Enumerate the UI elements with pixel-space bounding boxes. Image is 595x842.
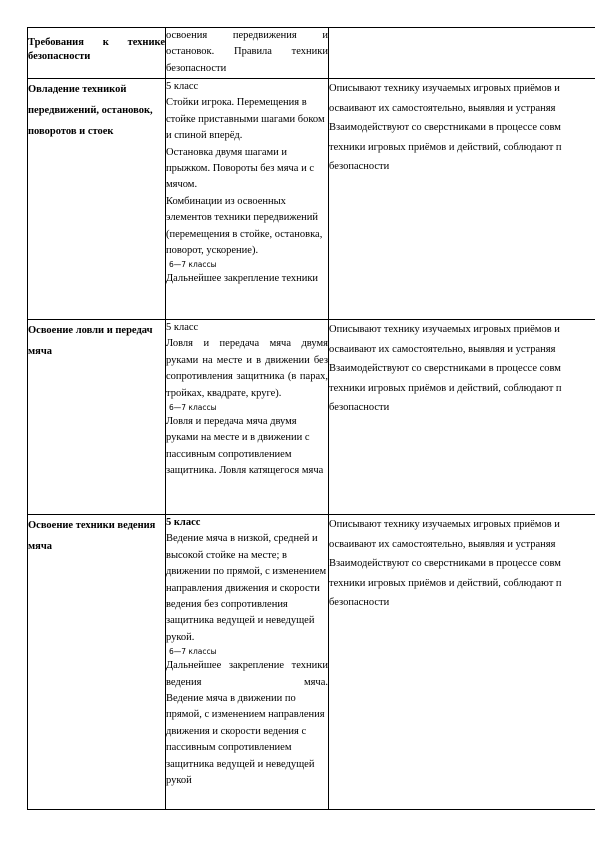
section-cell [28,28,166,79]
activity-line: безопасности [329,597,390,609]
activity-line: безопасности [329,402,390,414]
grade-label: 6—7 классы [169,647,217,657]
grade-label: 5 класс [166,517,201,528]
content-paragraph: Ловля и передача мяча двумя руками на месте и в движении без сопротивления защитника (в парах, тройках, квадрате, круге). [166,338,328,399]
content-cell [166,28,329,79]
activity-line: Описывают технику изучаемых игровых приёмов и [329,324,560,335]
activity-line: техники игровых приёмов и действий, соблюдают п [329,577,562,589]
activity-line: Описывают технику изучаемых игровых приёмов и [329,83,560,94]
table-row [28,515,595,810]
content-paragraph: Ловля и передача мяча двумя руками на месте и в движении с пассивным сопротивлением защитника. Ловля катящегося мяча [166,416,324,477]
content-line: остановок. Правила техники [166,46,328,58]
activity-cell [329,515,595,810]
activity-line: Взаимодействуют со сверстниками в процессе совм [329,363,561,375]
content-paragraph: Ведение мяча в движении по прямой, с изменением направления движения и скорости ведения с пассивным сопротивлением защитника ведущей и неведущей рукой [166,693,325,787]
content-paragraph: Дальнейшее закрепление техники [166,273,319,285]
activity-line: техники игровых приёмов и действий, соблюдают п [329,141,562,153]
section-title: Освоение ловли и передач мяча [28,325,153,357]
activity-cell [329,28,595,79]
content-paragraph: Комбинации из освоенных элементов техники передвижений (перемещения в стойке, остановка, поворот, ускорение). [166,195,323,257]
section-cell [28,79,166,320]
activity-line: осваивают их самостоятельно, выявляя и устраняя [329,538,556,550]
curriculum-table [27,27,595,810]
table-row [28,28,595,79]
section-cell [28,515,166,810]
grade-label: 5 класс [166,322,199,333]
activity-line: безопасности [329,161,390,173]
grade-label: 6—7 классы [169,260,217,270]
content-line: освоения передвижения и [166,30,328,41]
table-row [28,320,595,515]
section-title: Требования к технике безопасности [28,37,165,62]
content-cell [166,515,329,810]
activity-cell [329,79,595,320]
activity-line: Взаимодействуют со сверстниками в процессе совм [329,122,561,134]
activity-line: осваивают их самостоятельно, выявляя и устраняя [329,102,556,114]
activity-line: осваивают их самостоятельно, выявляя и устраняя [329,343,556,355]
content-paragraph: Ведение мяча в низкой, средней и высокой стойке на месте; в движении по прямой, с изменением направления движения и скорости ведения без сопротивления защитника ведущей и неведущей рукой. [166,533,327,643]
table-row [28,79,595,320]
section-title: Овладение техникой передвижений, остановок, поворотов и стоек [28,84,153,137]
section-title: Освоение техники ведения мяча [28,520,156,552]
content-line: безопасности [166,62,227,74]
activity-line: Взаимодействуют со сверстниками в процессе совм [329,558,561,570]
content-cell [166,79,329,320]
section-cell [28,320,166,515]
grade-label: 6—7 классы [169,403,217,413]
content-paragraph: Стойки игрока. Перемещения в стойке приставными шагами боком и спиной вперёд. [166,97,325,142]
content-cell [166,320,329,515]
grade-label: 5 класс [166,81,199,92]
content-paragraph: Остановка двумя шагами и прыжком. Повороты без мяча и с мячом. [166,146,314,191]
activity-line: техники игровых приёмов и действий, соблюдают п [329,382,562,394]
activity-line: Описывают технику изучаемых игровых приёмов и [329,519,560,530]
content-paragraph: Дальнейшее закрепление техники ведения мяча. [166,660,328,688]
activity-cell [329,320,595,515]
